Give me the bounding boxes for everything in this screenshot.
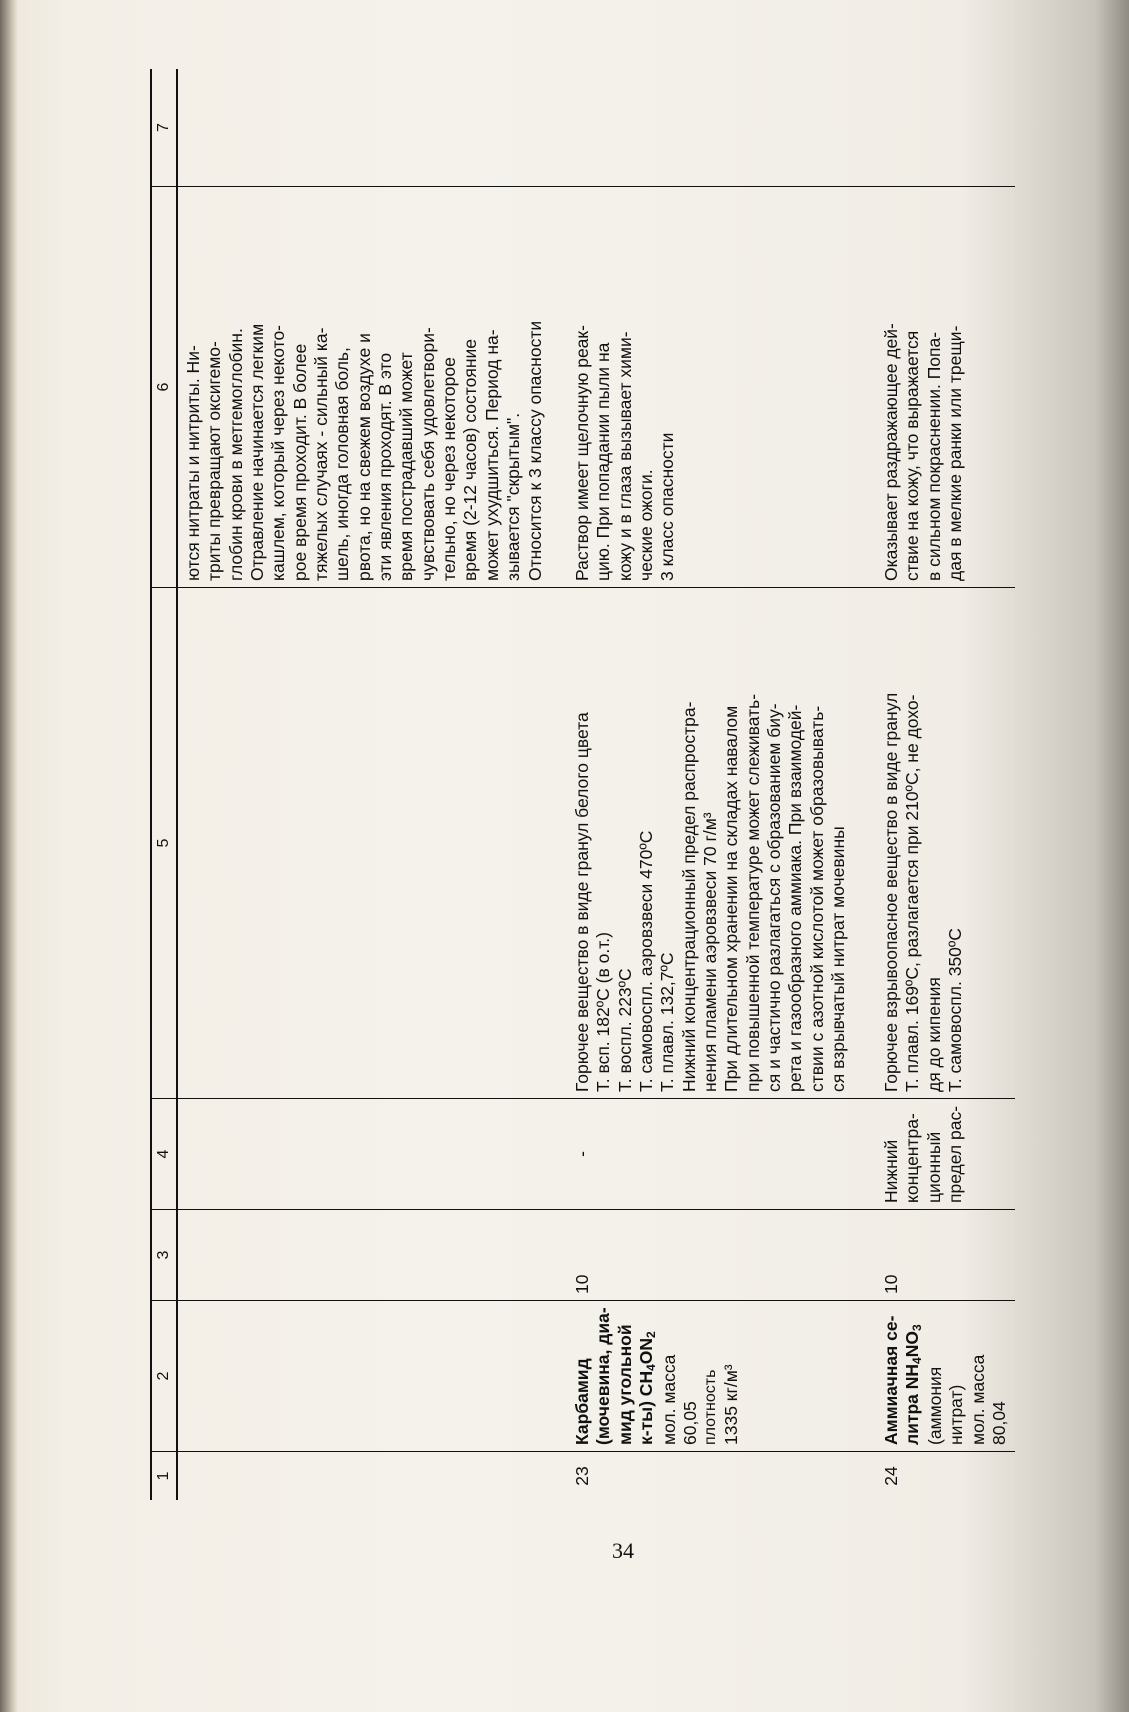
chemical-formula: к-ты) $CH_4ON_2$ [636, 1331, 659, 1445]
cell-num: 24 [881, 1466, 901, 1486]
rotated-table-container [150, 75, 1090, 1500]
column-header-5: 5 [151, 588, 177, 1099]
text-line: время (2-12 часов) состояние [460, 339, 481, 581]
text-line: ся взрывчатый нитрат мочевины [828, 826, 849, 1092]
hazard-substances-table [150, 69, 1015, 1500]
cell-num: 23 [572, 1466, 592, 1486]
text-line: глобин крови в метгемоглобин. [225, 328, 246, 581]
column-header-3: 3 [151, 1210, 177, 1301]
text-line: Горючее взрывоопасное вещество в виде гранул [881, 692, 901, 1092]
text-line: дя до кипения [923, 977, 944, 1092]
text-line: ционный [923, 1131, 944, 1203]
text-line: зывается "скрытым". [503, 412, 524, 581]
text-line: ствие на кожу, что выражается [902, 330, 923, 581]
text-line: рое время проходит. В более [289, 343, 310, 581]
text-line: 3 класс опасности [657, 432, 678, 581]
cell-col3 [177, 1210, 567, 1301]
text-line: рета и газообразного аммиака. При взаимодей- [785, 704, 806, 1092]
text-line: при повышенной температуре может слеживать- [742, 693, 763, 1092]
cell-col4: - [567, 1099, 876, 1210]
table-row-24 [876, 69, 1015, 1500]
text-line: в сильном покраснении. Попа- [923, 331, 944, 581]
book-spine-shadow [0, 0, 18, 1712]
page-number: 34 [612, 1538, 634, 1563]
cell-col5 [177, 588, 567, 1099]
cell-num [177, 1452, 567, 1501]
cell-health-effects [876, 187, 1015, 588]
cell-col3: 10 [567, 1210, 876, 1301]
text-line: дая в мелкие ранки или трещи- [945, 325, 966, 581]
cell-health-effects [177, 187, 567, 588]
chemical-formula: литра $NH_4NO_3$ [902, 1324, 925, 1445]
cell-col7 [567, 69, 876, 187]
column-header-2: 2 [151, 1301, 177, 1452]
text-line: время пострадавший может [396, 352, 417, 581]
text-line: Оказывает раздражающее дей- [881, 323, 901, 581]
text-line: кашлем, который через некото- [268, 324, 289, 581]
text-line: Отравление начинается легким [247, 323, 268, 581]
text-line: Т. всп. 182ºС (в о.т.) [593, 932, 614, 1092]
substance-name-line: Аммиачная се- [881, 1315, 901, 1445]
column-header-4: 4 [151, 1099, 177, 1210]
text-line: Т. плавл. 132,7ºС [657, 952, 678, 1092]
cell-col7 [177, 69, 567, 187]
text-line: кожу и в глаза вызывает хими- [614, 331, 635, 581]
column-header-6: 6 [151, 187, 177, 588]
text-line: триты превращают оксигемо- [204, 341, 225, 581]
text-line: предел рас- [945, 1105, 966, 1203]
text-line: эти явления проходят. В это [375, 352, 396, 581]
text-line: нения пламени аэровзвеси 70 г/м³ [700, 812, 721, 1092]
text-line: шель, иногда головная боль, [332, 347, 353, 581]
cell-fire-properties [567, 588, 876, 1099]
text-line: Т. самовоспл. 350ºС [945, 928, 966, 1092]
cell-name [177, 1301, 567, 1452]
column-header-row [151, 69, 177, 1500]
cell-col3: 10 [876, 1210, 1015, 1301]
molecular-mass: мол. масса 60,05 [658, 1354, 700, 1445]
text-line: Нижний концентрационный предел распростра- [678, 701, 699, 1092]
substance-name-line: (мочевина, диа- [593, 1307, 614, 1445]
text-line: Т. самовоспл. аэровзвеси 470ºС [636, 830, 657, 1092]
text-line: Т. плавл. 169ºС, разлагается при 210ºС, не дохо- [902, 694, 923, 1092]
table-row-continuation [177, 69, 567, 1500]
cell-substance-name [876, 1301, 1015, 1452]
cell-col4 [876, 1099, 1015, 1210]
text-line: Горючее вещество в виде гранул белого цвета [572, 712, 592, 1092]
text-line: чувствовать себя удовлетвори- [417, 327, 438, 581]
molecular-mass: мол. масса 80,04 [967, 1354, 1009, 1445]
column-header-1: 1 [151, 1452, 177, 1501]
text-line: ствии с азотной кислотой может образовывать- [806, 705, 827, 1092]
cell-col7 [876, 69, 1015, 187]
text-line: цию. При попадании пыли на [593, 342, 614, 581]
table-row-23 [567, 69, 876, 1500]
substance-name-line: Карбамид [572, 1358, 592, 1445]
density-value: 1335 кг/м³ [720, 1364, 741, 1445]
text-line: При длительном хранении на складах навалом [721, 705, 742, 1092]
cell-fire-properties [876, 588, 1015, 1099]
text-line: Нижний [881, 1139, 901, 1203]
text-line: тяжелых случаях - сильный ка- [311, 327, 332, 581]
text-line: Раствор имеет щелочную реак- [572, 325, 592, 581]
text-line: Т. воспл. 223ºС [614, 968, 635, 1092]
column-header-7: 7 [151, 69, 177, 187]
text-line: Относится к 3 классу опасности [524, 320, 545, 581]
text-line: ются нитраты и нитриты. Ни- [183, 345, 203, 581]
text-line: концентра- [902, 1113, 923, 1203]
cell-health-effects [567, 187, 876, 588]
text-line: тельно, но через некоторое [439, 357, 460, 581]
text-line: рвота, но на свежем воздухе и [353, 333, 374, 581]
text-line: ческие ожоги. [636, 469, 657, 581]
substance-name-line: мид угольной [614, 1324, 635, 1445]
cell-substance-name [567, 1301, 876, 1452]
alternate-name: (аммония нитрат) [924, 1366, 967, 1445]
cell-col4 [177, 1099, 567, 1210]
text-line: может ухудшиться. Период на- [481, 329, 502, 581]
text-line: ся и частично разлагаться с образованием биу- [764, 703, 785, 1092]
density-label: плотность [702, 1369, 720, 1445]
